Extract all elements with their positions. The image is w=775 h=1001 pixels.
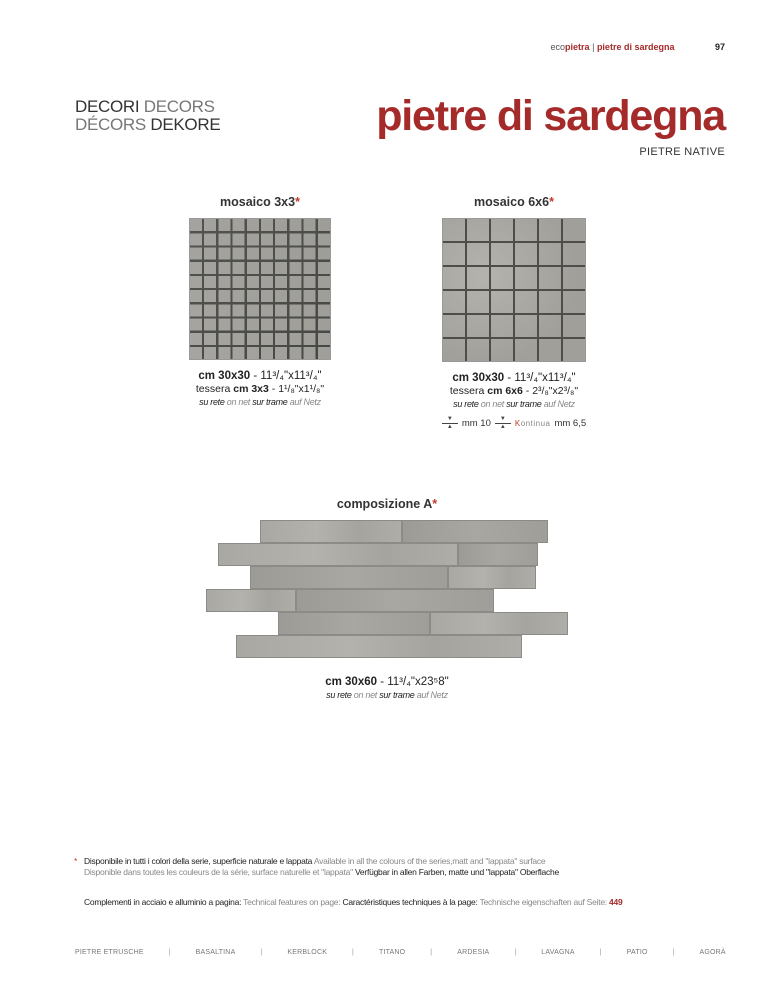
net-info (206, 689, 568, 701)
net-fr: sur trame (506, 399, 542, 409)
nav-item-agora[interactable]: AGORÀ (699, 949, 726, 956)
kontinua-k: K (514, 419, 521, 428)
decor-label-de: DEKORE (150, 115, 221, 134)
footnote-availability (74, 856, 622, 878)
product-title (168, 195, 352, 209)
strip (260, 520, 402, 543)
thickness-info (422, 417, 606, 430)
tessera-size (422, 385, 606, 398)
footnote-complements (74, 897, 622, 908)
brand-name: pietra (565, 42, 590, 52)
nav-item-patio[interactable]: PATIO (626, 949, 648, 956)
mosaic-3x3-image (189, 218, 331, 360)
thickness-icon: ▼ ▲ (495, 417, 511, 430)
running-header (551, 42, 725, 52)
net-en: on net (353, 690, 377, 700)
nav-item-pietre-etrusche[interactable]: PIETRE ETRUSCHE (75, 949, 144, 956)
net-de: auf Netz (416, 690, 448, 700)
availability-en: Available in all the colours of the series,matt and "lappata" surface (313, 856, 546, 866)
net-de: auf Netz (289, 397, 321, 407)
strip (430, 612, 568, 635)
strip (296, 589, 494, 612)
nav-divider: | (168, 949, 171, 956)
product-composizione-a (206, 497, 568, 701)
size-cm: cm 30x60 (325, 676, 378, 688)
footnote-asterisk: * (74, 856, 78, 866)
thickness-standard: mm 10 (461, 418, 491, 429)
tessera-inches: - 2³/₈"x2³/₈" (525, 385, 579, 397)
complement-it: Complementi in acciaio e alluminio a pagina: (84, 897, 242, 907)
header-series: pietre di sardegna (596, 42, 675, 52)
availability-de: Verfügbar in allen Farben, matte und "lappata" Oberflache (354, 867, 559, 877)
availability-it: Disponibile in tutti i colori della serie, superficie naturale e lappata (84, 856, 313, 866)
strip (278, 612, 430, 635)
complement-de: Technische eigenschaften auf Seite: (479, 897, 607, 907)
nav-item-lavagna[interactable]: LAVAGNA (541, 949, 575, 956)
asterisk: * (295, 195, 300, 209)
tessera-cm: cm 6x6 (487, 385, 523, 397)
asterisk: * (549, 195, 554, 209)
page-number: 97 (714, 42, 725, 52)
tessera-label: tessera (195, 383, 231, 395)
size-inches: - 11³/₄"x11³/₄" (507, 372, 576, 384)
product-mosaico-6x6 (422, 195, 606, 430)
nav-divider: | (352, 949, 355, 956)
header-separator: | (592, 42, 595, 52)
net-it: su rete (326, 690, 352, 700)
size-inches: - 11³/₄"x23⁵8" (380, 676, 449, 688)
net-de: auf Netz (543, 399, 575, 409)
product-size (168, 370, 352, 383)
kontinua-logo (515, 419, 551, 428)
tessera-size (168, 383, 352, 396)
thickness-kontinua: mm 6,5 (554, 418, 587, 429)
size-cm: cm 30x30 (452, 372, 505, 384)
size-cm: cm 30x30 (198, 370, 251, 382)
decor-label-fr: DÉCORS (75, 115, 146, 134)
composition-size (206, 676, 568, 689)
size-inches: - 11³/₄"x11³/₄" (253, 370, 322, 382)
nav-divider: | (430, 949, 433, 956)
product-title (422, 195, 606, 209)
tessera-label: tessera (449, 385, 485, 397)
tessera-cm: cm 3x3 (233, 383, 269, 395)
brand-eco: eco (550, 42, 566, 52)
net-it: su rete (199, 397, 225, 407)
nav-item-titano[interactable]: TITANO (378, 949, 406, 956)
strip (250, 566, 448, 589)
complement-page-link[interactable]: 449 (609, 897, 623, 907)
decor-label-it: DECORI (75, 97, 140, 116)
nav-divider: | (514, 949, 517, 956)
net-info (422, 398, 606, 410)
strip (448, 566, 536, 589)
kontinua-rest: ontinua (520, 419, 551, 428)
nav-divider: | (672, 949, 675, 956)
strip (236, 635, 522, 658)
nav-divider: | (260, 949, 263, 956)
availability-fr: Disponible dans toutes les couleurs de la série, surface naturelle et "lappata" (84, 867, 353, 877)
net-en: on net (480, 399, 504, 409)
product-name: mosaico 3x3 (220, 195, 296, 209)
footnote (74, 856, 622, 908)
net-fr: sur trame (379, 690, 415, 700)
page-title: pietre di sardegna (376, 92, 725, 140)
net-it: su rete (453, 399, 479, 409)
strip (218, 543, 458, 566)
product-size (422, 372, 606, 385)
mosaic-6x6-image (442, 218, 586, 362)
decor-labels (75, 98, 220, 134)
asterisk: * (432, 497, 438, 511)
strip (402, 520, 548, 543)
net-info (168, 396, 352, 408)
series-nav (75, 949, 726, 956)
composition-image (206, 520, 568, 666)
net-en: on net (226, 397, 250, 407)
decor-label-en: DECORS (143, 97, 215, 116)
composition-name: composizione A (336, 497, 433, 511)
page-subtitle: PIETRE NATIVE (639, 146, 725, 158)
strip (206, 589, 296, 612)
complement-fr: Caractéristiques techniques à la page: (342, 897, 478, 907)
nav-divider: | (599, 949, 602, 956)
nav-item-ardesia[interactable]: ARDESIA (457, 949, 490, 956)
complement-en: Technical features on page: (243, 897, 341, 907)
product-mosaico-3x3 (168, 195, 352, 408)
nav-item-basaltina[interactable]: BASALTINA (195, 949, 236, 956)
nav-item-kerblock[interactable]: KERBLOCK (287, 949, 328, 956)
net-fr: sur trame (252, 397, 288, 407)
composition-title (206, 497, 568, 511)
tessera-inches: - 1¹/₈"x1¹/₈" (271, 383, 325, 395)
product-name: mosaico 6x6 (474, 195, 550, 209)
strip (458, 543, 538, 566)
thickness-icon: ▼ ▲ (442, 417, 458, 430)
